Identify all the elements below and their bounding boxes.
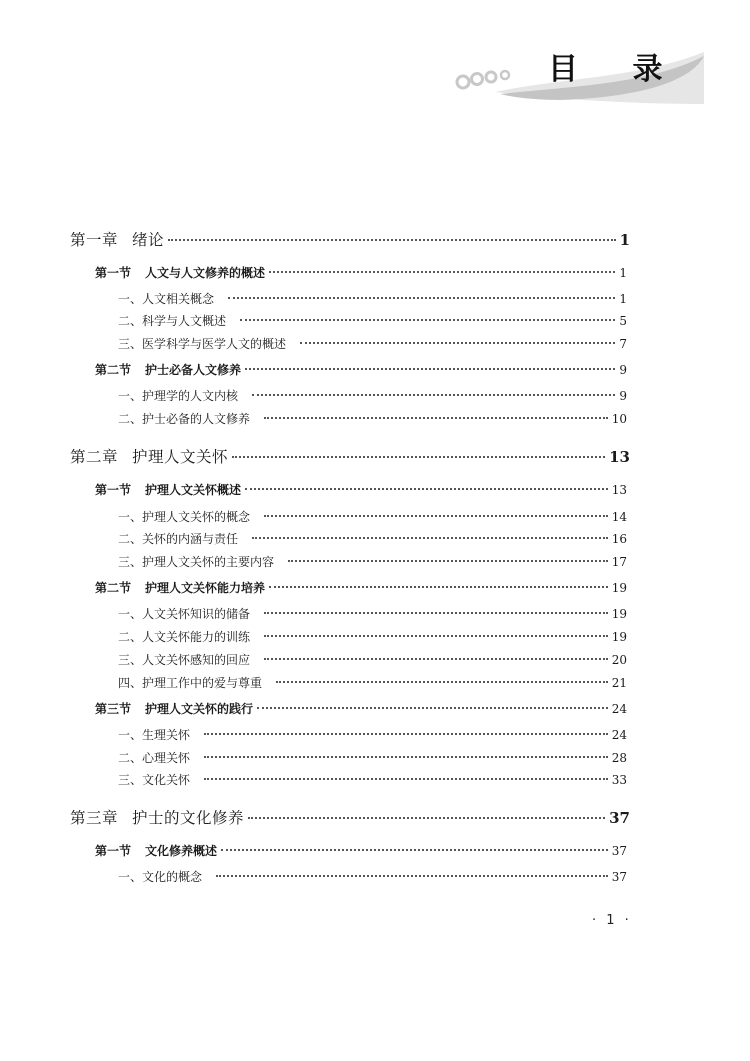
dot-leader [216, 874, 608, 877]
dot-leader [221, 848, 608, 851]
toc-section-row[interactable] [95, 481, 627, 498]
toc-item-row[interactable] [118, 749, 627, 766]
toc-entry-label [118, 674, 272, 691]
toc-item-row[interactable] [118, 410, 627, 427]
toc-entry-title: 四、护理工作中的爱与尊重 [118, 676, 263, 690]
toc-entry-label [70, 228, 164, 250]
toc-item-row[interactable] [118, 628, 627, 645]
toc-page-number: 13 [611, 483, 627, 497]
toc-entry-number: 第二节 [95, 363, 132, 377]
dot-leader [264, 416, 608, 419]
toc-entry-number: 第一节 [95, 483, 132, 497]
toc-entry-number: 第一节 [95, 266, 132, 280]
toc-page-number: 33 [611, 773, 627, 787]
toc-item-row[interactable] [118, 771, 627, 788]
toc-entry-title: 三、护理人文关怀的主要内容 [118, 555, 275, 569]
toc-entry-label [118, 726, 200, 743]
toc-page-number: 19 [611, 581, 627, 595]
toc-item-row[interactable] [118, 387, 627, 404]
dot-leader [168, 238, 616, 241]
toc-section-row[interactable] [95, 700, 627, 717]
toc-entry-label [118, 868, 212, 885]
toc-entry-title: 护理人文关怀概述 [145, 483, 242, 497]
dot-leader [252, 393, 615, 396]
toc-entry-label [118, 508, 260, 525]
toc-page-number: 14 [611, 510, 627, 524]
dot-leader [269, 585, 608, 588]
toc-page-number: 37 [611, 844, 627, 858]
dot-leader [269, 270, 615, 273]
dot-leader [252, 536, 608, 539]
toc-page-number: 21 [611, 676, 627, 690]
toc-page-number: 1 [619, 231, 630, 249]
toc-entry-title: 一、生理关怀 [118, 728, 191, 742]
toc-chapter-row[interactable] [70, 806, 630, 828]
toc-item-row[interactable] [118, 674, 627, 691]
toc-entry-number: 第二章 [70, 448, 119, 466]
toc-page-number: 37 [609, 809, 630, 827]
toc-section-row[interactable] [95, 264, 627, 281]
toc-entry-title: 一、人文相关概念 [118, 292, 215, 306]
toc-item-row[interactable] [118, 605, 627, 622]
toc-page-number: 17 [611, 555, 627, 569]
toc-entry-label [70, 445, 228, 467]
toc-entry-title: 人文与人文修养的概述 [145, 266, 266, 280]
toc-page-number: 20 [611, 653, 627, 667]
toc-chapter-row[interactable] [70, 445, 630, 467]
toc-entry-label [95, 481, 241, 498]
toc-entry-label [95, 264, 265, 281]
page-number: · 1 · [592, 913, 632, 928]
toc-entry-label [118, 410, 260, 427]
toc-entry-label [95, 579, 265, 596]
toc-chapter-row[interactable] [70, 228, 630, 250]
page-title: 目 录 [548, 52, 685, 87]
toc-entry-number: 第三节 [95, 702, 132, 716]
toc-section-row[interactable] [95, 842, 627, 859]
toc-entry-title: 二、科学与人文概述 [118, 314, 227, 328]
toc-item-row[interactable] [118, 290, 627, 307]
toc-entry-title: 一、文化的概念 [118, 870, 203, 884]
dot-leader [264, 514, 608, 517]
toc-page-number: 1 [619, 292, 627, 306]
toc-entry-label [70, 806, 244, 828]
toc-item-row[interactable] [118, 335, 627, 352]
toc-entry-label [95, 700, 253, 717]
toc-entry-label [118, 651, 260, 668]
toc-item-row[interactable] [118, 553, 627, 570]
toc-entry-title: 护士必备人文修养 [145, 363, 242, 377]
toc-entry-label [118, 605, 260, 622]
toc-entry-title: 二、人文关怀能力的训练 [118, 630, 251, 644]
toc-item-row[interactable] [118, 726, 627, 743]
toc-entry-label [118, 749, 200, 766]
toc-page-number: 19 [611, 607, 627, 621]
toc-entry-label [95, 361, 241, 378]
dot-leader [276, 680, 608, 683]
toc-item-row[interactable] [118, 530, 627, 547]
toc-entry-label [95, 842, 217, 859]
dot-leader [300, 341, 615, 344]
dot-leader [204, 755, 608, 758]
toc-entry-label [118, 771, 200, 788]
toc-entry-title: 文化修养概述 [145, 844, 218, 858]
dot-leader [204, 732, 608, 735]
dot-leader [204, 777, 608, 780]
toc-entry-title: 三、医学科学与医学人文的概述 [118, 337, 287, 351]
toc-entry-label [118, 290, 224, 307]
toc-entry-title: 绪论 [132, 231, 165, 249]
toc-entry-label [118, 530, 248, 547]
toc-entry-title: 三、文化关怀 [118, 773, 191, 787]
toc-entry-label [118, 553, 284, 570]
toc-page-number: 10 [611, 412, 627, 426]
dot-leader [232, 455, 605, 458]
toc-entry-title: 护士的文化修养 [132, 809, 245, 827]
toc-entry-number: 第一章 [70, 231, 119, 249]
toc-page-number: 24 [611, 728, 627, 742]
toc-item-row[interactable] [118, 312, 627, 329]
dot-leader [245, 487, 608, 490]
toc-page-number: 16 [611, 532, 627, 546]
toc-entry-number: 第一节 [95, 844, 132, 858]
toc-page-number: 1 [619, 266, 627, 280]
toc-item-row[interactable] [118, 651, 627, 668]
dot-leader [264, 634, 608, 637]
dot-leader [245, 367, 615, 370]
toc-entry-number: 第二节 [95, 581, 132, 595]
toc-page-number: 37 [611, 870, 627, 884]
dot-leader [264, 657, 608, 660]
dot-leader [264, 611, 608, 614]
toc-page-number: 5 [619, 314, 627, 328]
toc-item-row[interactable] [118, 508, 627, 525]
toc-page-number: 24 [611, 702, 627, 716]
toc-page-number: 28 [611, 751, 627, 765]
dot-leader [248, 816, 605, 819]
toc-entry-title: 二、关怀的内涵与责任 [118, 532, 239, 546]
toc-entry-title: 一、护理人文关怀的概念 [118, 510, 251, 524]
toc-entry-label [118, 628, 260, 645]
dot-leader [228, 296, 615, 299]
toc-entry-title: 一、护理学的人文内核 [118, 389, 239, 403]
toc-entry-title: 三、人文关怀感知的回应 [118, 653, 251, 667]
toc-page-number: 13 [609, 448, 630, 466]
toc-entry-title: 二、心理关怀 [118, 751, 191, 765]
toc-page-number: 7 [619, 337, 627, 351]
toc-entry-label [118, 335, 296, 352]
dot-leader [288, 559, 608, 562]
toc-entry-title: 护理人文关怀的践行 [145, 702, 254, 716]
toc-entry-label [118, 312, 236, 329]
toc-entry-number: 第三章 [70, 809, 119, 827]
toc-page-number: 19 [611, 630, 627, 644]
toc-entry-title: 护理人文关怀能力培养 [145, 581, 266, 595]
toc-entry-label [118, 387, 248, 404]
toc-page-number: 9 [619, 389, 627, 403]
toc-item-row[interactable] [118, 868, 627, 885]
dot-leader [240, 318, 615, 321]
toc-entry-title: 护理人文关怀 [132, 448, 229, 466]
toc-section-row[interactable] [95, 579, 627, 596]
toc-entry-title: 一、人文关怀知识的储备 [118, 607, 251, 621]
dot-leader [257, 706, 608, 709]
toc-section-row[interactable] [95, 361, 627, 378]
toc-page-number: 9 [619, 363, 627, 377]
toc-entry-title: 二、护士必备的人文修养 [118, 412, 251, 426]
